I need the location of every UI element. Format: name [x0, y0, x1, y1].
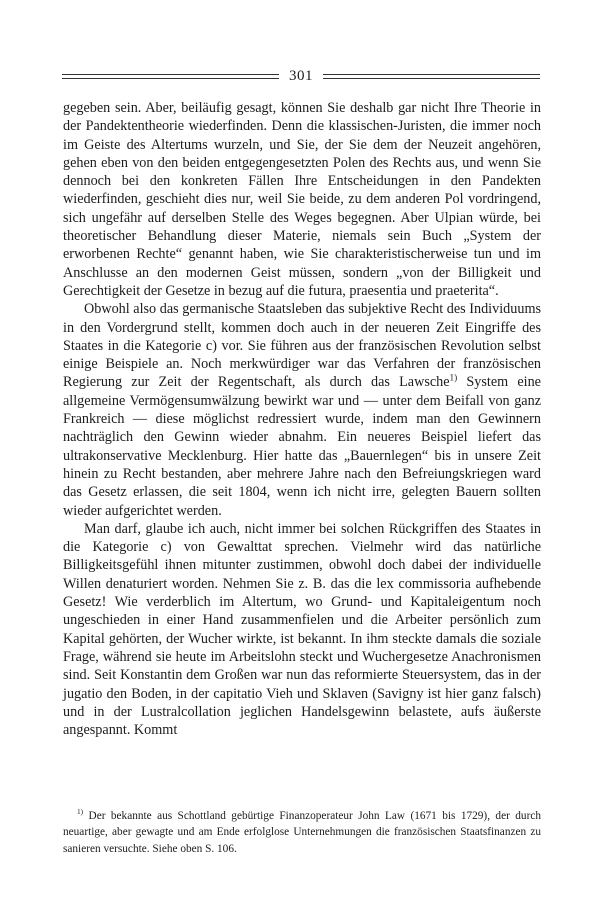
- header-rule-left: [62, 74, 279, 79]
- footnote: [63, 808, 541, 857]
- footnote-reference: 1): [449, 372, 458, 383]
- paragraph-2-text-before-note: Obwohl also das germanische Staatsleben das subjektive Recht des Individuums in den Vordergrund stellt, kommen doch auch in der neueren Zeit Eingriffe des Staates in die Kategorie c) vor. Sie führen aus der französischen Revolution selbst einige Beispiele an. Noch merkwürdiger war das Verfahren der französischen Regierung zur Zeit der Regentschaft, als durch das Lawsche: [63, 301, 541, 391]
- paragraph-2: [63, 300, 541, 520]
- running-header: [62, 66, 540, 86]
- paragraph-2-text-after-note: System eine allgemeine Vermögensumwälzung bewirkt war und — unter dem Beifall von ganz Frankreich — diese möglichst redressiert wurde, indem man den Gewinnern nachträglich den Gewinn wieder abnahm. Ein neueres Beispiel liefert das ultrakonservative Mecklenburg. Hier hatte das „Bauernlegen“ bis in unsere Zeit hinein zu Recht bestanden, aber mehrere Jahre nach den Befreiungskriegen ward das Gesetz erlassen, die seit 1804, wenn ich nicht irre, gelegten Bauern sollten wieder aufgerichtet werden.: [63, 374, 541, 519]
- main-text: [63, 99, 541, 739]
- page-number: 301: [289, 68, 313, 84]
- header-rule-right: [323, 74, 540, 79]
- footnote-mark: 1): [77, 807, 84, 817]
- footnote-text-block: [63, 808, 541, 857]
- paragraph-1: gegeben sein. Aber, beiläufig gesagt, können Sie deshalb gar nicht Ihre Theorie in der Pandektentheorie wiederfinden. Denn die klassischen-Juristen, die immer noch im Geiste des Altertums wurzeln, und Sie, der Sie dem der Neuzeit angehören, gehen eben von den beiden entgegengesetzten Polen des Rechts aus, und wenn Sie dennoch bei den konkreten Fällen Ihre Entscheidungen in den Pandekten wiederfinden, geschieht dies nur, weil Sie beide, zu dem anderen Pol vordringend, sich ungefähr auf derselben Stelle des Weges begegnen. Aber Ulpian würde, bei theoretischer Behandlung dieser Materie, niemals sein Buch „System der erworbenen Rechte“ genannt haben, wie Sie charakteristischerweise tun und im Anschlusse an den modernen Geist müssen, sondern „von der Billigkeit und Gerechtigkeit der Gesetze in bezug auf die futura, praesentia und praeterita“.: [63, 100, 541, 299]
- paragraph-3: Man darf, glaube ich auch, nicht immer bei solchen Rückgriffen des Staates in die Kategorie c) von Gewalttat sprechen. Vielmehr wird das natürliche Billigkeitsgefühl ihnen mitunter zustimmen, obwohl doch dabei der individuelle Willen denaturiert worden. Nehmen Sie z. B. das die lex commissoria aufhebende Gesetz! Wie verderblich im Altertum, wo Grund- und Kapitaleigentum noch ungeschieden in einer Hand zusammenfielen und die Arbeiter persönlich zum Kapital gehörten, der Wucher wirkte, ist bekannt. In ihm steckte damals die soziale Frage, während sie heute im Arbeitslohn steckt und Wuchergesetze Anachronismen sind. Seit Konstantin dem Großen war nun das reformierte Steuersystem, das in der jugatio den Boden, in der capitatio Vieh und Sklaven (Savigny ist hier ganz falsch) und in der Lustralcollation jeglichen Handelsgewinn belastete, aufs äußerste angespannt. Kommt: [63, 520, 541, 739]
- footnote-text: Der bekannte aus Schottland gebürtige Finanzoperateur John Law (1671 bis 1729), der durch neuartige, aber gewagte und am Ende erfolglose Unternehmungen die französischen Staatsfinanzen zu sanieren versuchte. Siehe oben S. 106.: [63, 810, 541, 855]
